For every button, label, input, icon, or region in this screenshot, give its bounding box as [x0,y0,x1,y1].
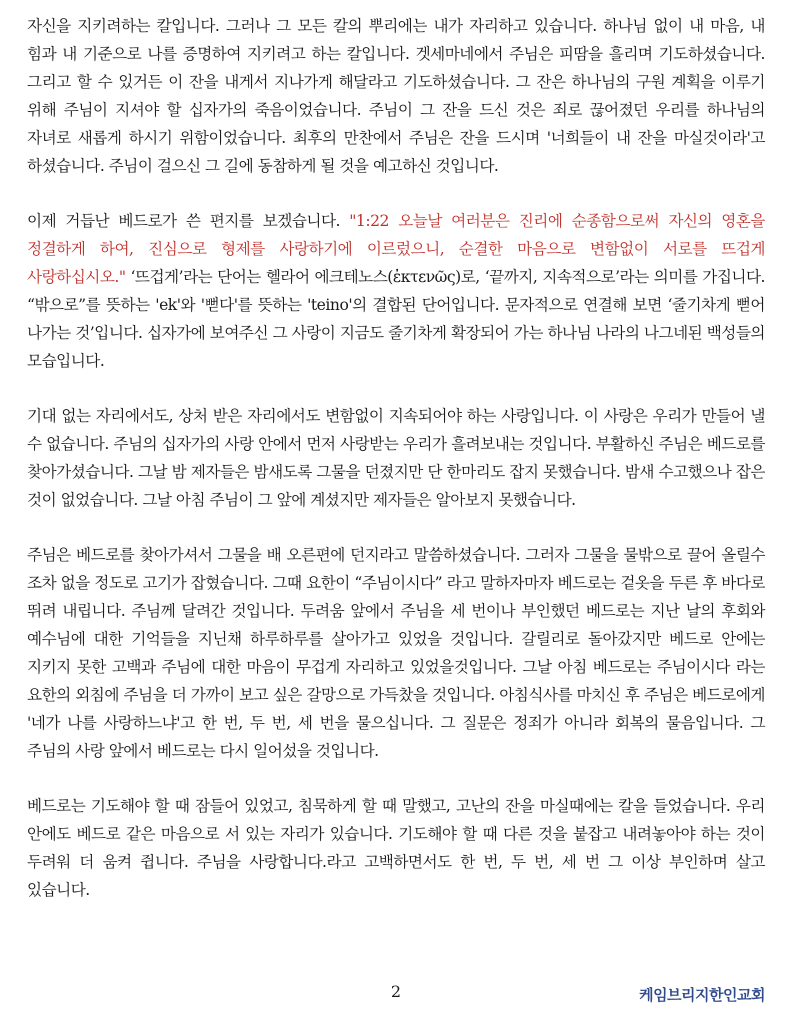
paragraph-2 [27,207,765,375]
paragraph-2-intro: 이제 거듭난 베드로가 쓴 편지를 보겠습니다. [27,212,350,230]
scripture-quote: "1:22 오늘날 여러분은 진리에 순종함으로써 자신의 영혼을 정결하게 하여, 진심으로 형제를 사랑하기에 이르렀으니, 순결한 마음으로 변함없이 서로를 뜨겁게 사랑하십시오." [27,212,765,286]
paragraph-2-body: ‘뜨겁게’라는 단어는 헬라어 에크테노스(ἐκτενῶς)로, ‘끝까지, 지속적으로’라는 의미를 가집니다. “밖으로”를 뜻하는 'ek'와 '뻗다'를 뜻하는 'teino'의 결합된 단어입니다. 문자적으로 연결해 보면 ‘줄기차게 뻗어 나가는 것’입니다. 십자가에 보여주신 그 사랑이 지금도 줄기차게 확장되어 가는 하나님 나라의 나그네된 백성들의 모습입니다. [27,268,765,370]
paragraph-1: 자신을 지키려하는 칼입니다. 그러나 그 모든 칼의 뿌리에는 내가 자리하고 있습니다. 하나님 없이 내 마음, 내 힘과 내 기준으로 나를 증명하여 지키려고 하는 칼입니다. 겟세마네에서 주님은 피땀을 흘리며 기도하셨습니다. 그리고 할 수 있거든 이 잔을 내게서 지나가게 해달라고 기도하셨습니다. 그 잔은 하나님의 구원 계획을 이루기 위해 주님이 지셔야 할 십자가의 죽음이었습니다. 주님이 그 잔을 드신 것은 죄로 끊어졌던 우리를 하나님의 자녀로 새롭게 하시기 위함이었습니다. 최후의 만찬에서 주님은 잔을 드시며 '너희들이 내 잔을 마실것이라'고 하셨습니다. 주님이 걸으신 그 길에 동참하게 될 것을 예고하신 것입니다. [27,17,765,175]
paragraph-5: 베드로는 기도해야 할 때 잠들어 있었고, 침묵하게 할 때 말했고, 고난의 잔을 마실때에는 칼을 들었습니다. 우리 안에도 베드로 같은 마음으로 서 있는 자리가 있습니다. 기도해야 할 때 다른 것을 붙잡고 내려놓아야 하는 것이 두려워 더 움켜 쥡니다. 주님을 사랑합니다.라고 고백하면서도 한 번, 두 번, 세 번 그 이상 부인하며 살고 있습니다. [27,797,765,899]
paragraph-3: 기대 없는 자리에서도, 상처 받은 자리에서도 변함없이 지속되어야 하는 사랑입니다. 이 사랑은 우리가 만들어 낼 수 없습니다. 주님의 십자가의 사랑 안에서 먼저 사랑받는 우리가 흘려보내는 것입니다. 부활하신 주님은 베드로를 찾아가셨습니다. 그날 밤 제자들은 밤새도록 그물을 던졌지만 단 한마리도 잡지 못했습니다. 밤새 수고했으나 잡은 것이 없었습니다. 그날 아침 주님이 그 앞에 계셨지만 제자들은 알아보지 못했습니다. [27,407,765,509]
document-body [27,12,765,931]
paragraph-4: 주님은 베드로를 찾아가셔서 그물을 배 오른편에 던지라고 말씀하셨습니다. 그러자 그물을 물밖으로 끌어 올릴수 조차 없을 정도로 고기가 잡혔습니다. 그때 요한이 “주님이시다” 라고 말하자마자 베드로는 겉옷을 두른 후 바다로 뛰려 내립니다. 주님께 달려간 것입니다. 두려움 앞에서 주님을 세 번이나 부인했던 베드로는 지난 날의 후회와 예수님에 대한 기억들을 지닌채 하루하루를 살아가고 있었을 것입니다. 갈릴리로 돌아갔지만 베드로 안에는 지키지 못한 고백과 주님에 대한 마음이 무겁게 자리하고 있었을것입니다. 그날 아침 베드로는 주님이시다 라는 요한의 외침에 주님을 더 가까이 보고 싶은 갈망으로 가득찼을 것입니다. 아침식사를 마치신 후 주님은 베드로에게 '네가 나를 사랑하느냐'고 한 번, 두 번, 세 번을 물으십니다. 그 질문은 정죄가 아니라 회복의 물음입니다. 그 주님의 사랑 앞에서 베드로는 다시 일어섰을 것입니다. [27,546,765,760]
church-name: 케임브리지한인교회 [639,986,765,1004]
page-number: 2 [390,982,402,1001]
